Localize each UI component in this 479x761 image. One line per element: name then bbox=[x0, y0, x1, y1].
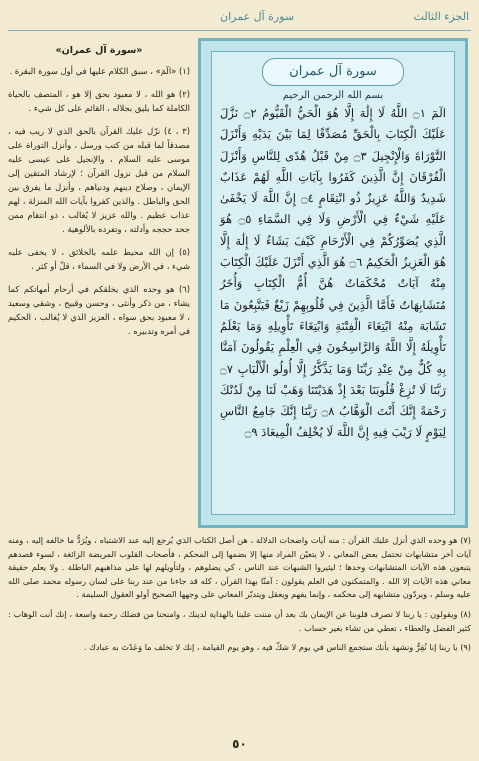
tafsir-note: (٣ ، ٤) نزّل عليك القرآن بالحق الذي لا ريب فيه ، مصدقاً لما قبله من كتب ورسل ، وأنزل التوراة على موسى عليه السلام ، والإنجيل على عيسى عليه السلام من قبل نزول القرآن ؛ لإرشاد المتقين إلى الإيمان ، وصلاح دينهم ودنياهم ، وأنزل ما يفرق بين الحق والباطل . والذين كفروا بآيات الله المنزلة ، لهم عذاب عظيم . والله عزيز لا يُغالب ، ذو انتقام ممن جحد حججه وأدلته ، وتفرده بالألوهية . bbox=[8, 126, 191, 234]
basmala: بسم الله الرحمن الرحيم bbox=[282, 90, 384, 101]
page-number: ٥٠ bbox=[232, 737, 247, 751]
quran-inner-frame bbox=[211, 51, 455, 515]
quran-text: الٓمٓ ۝١ اللَّهُ لَا إِلَٰهَ إِلَّا هُوَ الْحَيُّ الْقَيُّومُ ۝٢ نَزَّلَ عَلَيْكَ الْكِتَابَ بِالْحَقِّ مُصَدِّقًا لِمَا بَيْنَ يَدَيْهِ وَأَنْزَلَ التَّوْرَاةَ وَالْإِنْجِيلَ ۝٣ مِنْ قَبْلُ هُدًى لِلنَّاسِ وَأَنْزَلَ الْفُرْقَانَ إِنَّ الَّذِينَ كَفَرُوا بِآيَاتِ اللَّهِ لَهُمْ عَذَابٌ شَدِيدٌ وَاللَّهُ عَزِيزٌ ذُو انْتِقَامٍ ۝٤ إِنَّ اللَّهَ لَا يَخْفَىٰ عَلَيْهِ شَيْءٌ فِي الْأَرْضِ وَلَا فِي السَّمَاءِ ۝٥ هُوَ الَّذِي يُصَوِّرُكُمْ فِي الْأَرْحَامِ كَيْفَ يَشَاءُ لَا إِلَٰهَ إِلَّا هُوَ الْعَزِيزُ الْحَكِيمُ ۝٦ هُوَ الَّذِي أَنْزَلَ عَلَيْكَ الْكِتَابَ مِنْهُ آيَاتٌ مُحْكَمَاتٌ هُنَّ أُمُّ الْكِتَابِ وَأُخَرُ مُتَشَابِهَاتٌ فَأَمَّا الَّذِينَ فِي قُلُوبِهِمْ زَيْغٌ فَيَتَّبِعُونَ مَا تَشَابَهَ مِنْهُ ابْتِغَاءَ الْفِتْنَةِ وَابْتِغَاءَ تَأْوِيلِهِ وَمَا يَعْلَمُ تَأْوِيلَهُ إِلَّا اللَّهُ وَالرَّاسِخُونَ فِي الْعِلْمِ يَقُولُونَ آمَنَّا بِهِ كُلٌّ مِنْ عِنْدِ رَبِّنَا وَمَا يَذَّكَّرُ إِلَّا أُولُو الْأَلْبَابِ ۝٧ رَبَّنَا لَا تُزِغْ قُلُوبَنَا بَعْدَ إِذْ هَدَيْتَنَا وَهَبْ لَنَا مِنْ لَدُنْكَ رَحْمَةً إِنَّكَ أَنْتَ الْوَهَّابُ ۝٨ رَبَّنَا إِنَّكَ جَامِعُ النَّاسِ لِيَوْمٍ لَا رَيْبَ فِيهِ إِنَّ اللَّهَ لَا يُخْلِفُ الْمِيعَادَ ۝٩ bbox=[220, 106, 447, 440]
tafsir-sidebar bbox=[8, 44, 190, 347]
juz-label: الجزء الثالث bbox=[413, 10, 469, 23]
footnote: (٨) ويقولون : يا ربنا لا تصرف قلوبنا عن الإيمان بك بعد أن مننت علينا بالهداية لدينك ، وامنحنا من فضلك رحمة واسعة ، إنك أنت الوهاب : كثير الفضل والعطاء ، تعطي من تشاء بغير حساب . bbox=[8, 608, 471, 633]
running-header bbox=[10, 6, 469, 28]
tafsir-title: «سورة آل عمران» bbox=[55, 45, 143, 56]
tafsir-note: (١) «الٓمٓ» ، سبق الكلام عليها في أول سورة البقرة . bbox=[9, 66, 190, 76]
tafsir-note: (٦) هو وحده الذي يخلقكم في أرحام أمهاتكم كما يشاء ، من ذكر وأنثى ، وحسن وقبيح ، وشقي وسعيد ، لا معبود بحق سواه ، العزيز الذي لا يُغالب ، الحكيم في أمره وتدبيره . bbox=[8, 284, 190, 336]
quran-frame bbox=[198, 38, 468, 528]
tafsir-note: (٢) هو الله ، لا معبود بحق إلا هو ، المتصف بالحياة الكاملة كما يليق بجلاله ، القائم على كل شيء . bbox=[8, 89, 190, 113]
tafsir-note: (٥) إن الله محيط علمه بالخلائق ، لا يخفى عليه شيء ، في الأرض ولا في السماء ، قلّ أو كثر . bbox=[8, 247, 190, 271]
tafsir-footer bbox=[8, 534, 471, 661]
sura-title-cartouche: سورة آل عمران bbox=[262, 58, 404, 86]
header-rule bbox=[8, 30, 471, 31]
footnote: (٩) يا ربنا إنا نُقِرُّ ونشهد بأنك ستجمع الناس في يوم لا شكّ فيه ، وهو يوم القيامة ، إنك لا تخلف ما وَعَدْتَ به عبادك . bbox=[83, 642, 471, 653]
footnote: (٧) هو وحده الذي أنزل عليك القرآن : منه آيات واضحات الدلالة ، هن أصل الكتاب الذي يُرجع إليه عند الاشتباه ، ويُرَدُّ ما خالفه إليه ، ومنه آيات أخر متشابهات تحتمل بعض المعاني ، لا يتعيّن المراد منها إلا بضمها إلى المحكم ، فأصحاب القلوب المريضة الزائغة ، لسوء قصدهم يتبعون هذه الآيات المتشابهات وحدها ؛ ليثيروا الشبهات عند الناس ، كي يضلوهم ، ولتأويلهم لها على مذاهبهم الباطلة . ولا يعلم حقيقة معاني هذه الآيات إلا الله . والمتمكنون في العلم يقولون : آمنّا بهذا القرآن ، كله قد جاءنا من عند ربنا على لسان رسوله محمد صلى الله عليه وسلم ، ويردّون متشابهه إلى محكمه ، وإنما يفهم ويعقل ويتدبّر المعاني على وجهها الصحيح أولو العقول السليمة . bbox=[8, 535, 471, 600]
sura-header-label: سورة آل عمران bbox=[220, 10, 295, 23]
